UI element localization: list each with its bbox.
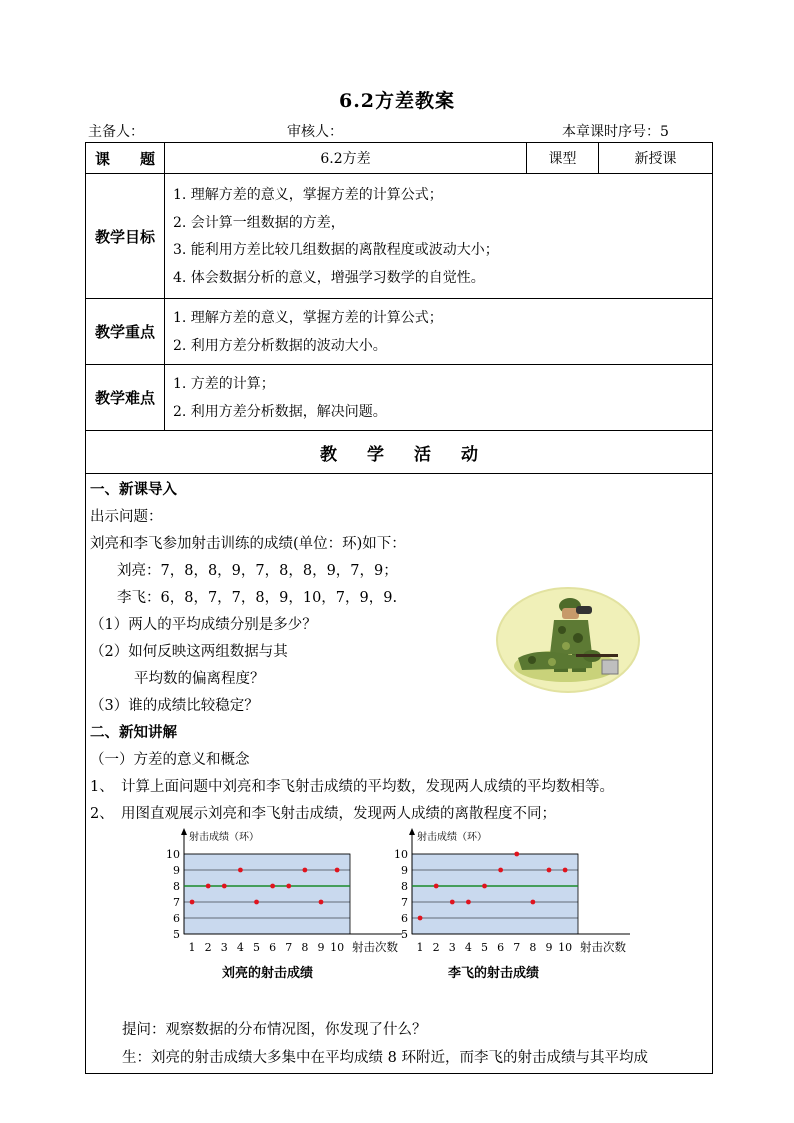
activity-banner: 教学活动 [86,431,713,474]
difficulty-item: 1. 方差的计算； [173,376,275,392]
y-tick-label: 7 [401,896,408,909]
activity-body-row [86,474,713,1074]
x-tick-label: 1 [416,941,424,954]
key-point-item: 1. 理解方差的意义，掌握方差的计算公式； [173,310,443,326]
chart-2-caption: 李飞的射击成绩 [448,966,540,981]
x-tick-label: 1 [188,941,196,954]
x-tick-label: 6 [269,941,277,954]
liuliang-scores: 刘亮：7，8，8，9，7，8，8，9，7，9； [117,563,398,579]
x-tick-label: 8 [529,941,537,954]
student-answer: 生：刘亮的射击成绩大多集中在平均成绩 8 环附近，而李飞的射击成绩与其平均成 [122,1050,648,1066]
difficulties-list [165,365,713,431]
y-axis-arrow [409,828,415,835]
x-tick-label: 5 [481,941,489,954]
data-point [466,900,471,905]
lesson-number-label: 本章课时序号：5 [562,124,669,140]
y-axis-label: 射击成绩（环） [417,832,487,843]
data-point [335,868,340,873]
goals-list [165,174,713,299]
data-point [254,900,259,905]
x-tick-label: 7 [513,941,521,954]
goal-item: 2. 会计算一组数据的方差， [173,214,345,231]
plot-area [184,854,350,934]
question-3: （3）谁的成绩比较稳定？ [90,698,259,714]
key-points-row [86,299,713,365]
data-point [563,868,568,873]
question-1: （1）两人的平均成绩分别是多少？ [90,617,317,633]
data-point [286,884,291,889]
key-points-label: 教学重点 [86,299,165,365]
x-tick-label: 4 [236,941,244,954]
y-tick-label: 8 [173,880,180,893]
activity-body [86,474,713,1074]
show-problem-text: 出示问题： [90,509,163,525]
data-point [206,884,211,889]
x-tick-label: 7 [285,941,293,954]
data-point [319,900,324,905]
data-point [514,852,519,857]
data-point [530,900,535,905]
data-point [450,900,455,905]
question-2b: 平均数的偏离程度？ [134,671,265,687]
data-point [222,884,227,889]
topic-label: 课 题 [86,143,165,174]
subsection-1-title: （一）方差的意义和概念 [90,752,250,768]
y-axis-label: 射击成绩（环） [189,832,259,843]
lesson-plan-table [85,142,713,1074]
x-tick-label: 3 [448,941,456,954]
lesson-type-value: 新授课 [599,143,713,174]
activity-banner-row [86,431,713,474]
y-tick-label: 9 [401,864,408,877]
lifei-scatter-chart [374,826,634,954]
lesson-type-label: 课型 [527,143,599,174]
data-point [238,868,243,873]
data-point [547,868,552,873]
y-tick-label: 10 [166,848,180,861]
x-tick-label: 10 [330,941,345,954]
step-2-text: 2、 用图直观展示刘亮和李飞射击成绩，发现两人成绩的离散程度不同； [90,806,556,822]
x-tick-label: 9 [545,941,553,954]
x-tick-label: 5 [253,941,261,954]
difficulties-label: 教学难点 [86,365,165,431]
reviewer-label: 审核人： [287,124,343,140]
x-tick-label: 6 [497,941,505,954]
y-tick-label: 6 [401,912,408,925]
x-axis-label: 射击次数 [580,940,626,954]
goal-item: 4. 体会数据分析的意义，增强学习数学的自觉性。 [173,269,485,286]
section-2-title: 二、新知讲解 [90,724,177,741]
question-prompt: 提问：观察数据的分布情况图，你发现了什么？ [122,1022,427,1038]
x-tick-label: 8 [301,941,309,954]
data-point [434,884,439,889]
goals-row [86,174,713,299]
topic-value: 6.2方差 [165,143,527,174]
problem-intro-text: 刘亮和李飞参加射击训练的成绩(单位：环)如下： [90,536,406,552]
x-tick-label: 9 [317,941,325,954]
x-tick-label: 2 [204,941,212,954]
liuliang-scatter-chart [146,826,406,954]
data-point [302,868,307,873]
difficulty-item: 2. 利用方差分析数据，解决问题。 [173,403,387,420]
y-tick-label: 5 [173,928,180,941]
key-points-list [165,299,713,365]
goal-item: 1. 理解方差的意义，掌握方差的计算公式； [173,187,443,203]
plot-area [412,854,578,934]
preparer-label: 主备人： [88,124,144,140]
data-point [190,900,195,905]
data-point [498,868,503,873]
data-point [482,884,487,889]
lifei-scores: 李飞：6，8，7，7，8，9，10，7，9，9. [117,590,398,606]
key-point-item: 2. 利用方差分析数据的波动大小。 [173,337,387,354]
soldier-illustration-icon [496,584,642,694]
x-tick-label: 10 [558,941,573,954]
y-tick-label: 8 [401,880,408,893]
data-point [418,916,423,921]
x-tick-label: 3 [220,941,228,954]
y-tick-label: 10 [394,848,408,861]
y-axis-arrow [181,828,187,835]
y-tick-label: 7 [173,896,180,909]
x-axis-label: 射击次数 [352,940,398,954]
goal-item: 3. 能利用方差比较几组数据的离散程度或波动大小； [173,242,499,258]
chart-1-caption: 刘亮的射击成绩 [222,966,314,981]
x-tick-label: 2 [432,941,440,954]
y-tick-label: 6 [173,912,180,925]
topic-row [86,143,713,174]
data-point [270,884,275,889]
section-1-title: 一、新课导入 [90,481,177,498]
y-tick-label: 9 [173,864,180,877]
difficulties-row [86,365,713,431]
step-1-text: 1、 计算上面问题中刘亮和李飞射击成绩的平均数，发现两人成绩的平均数相等。 [90,779,614,795]
question-2a: （2）如何反映这两组数据与其 [90,644,288,660]
x-tick-label: 4 [464,941,472,954]
y-tick-label: 5 [401,928,408,941]
document-title: 6.2方差教案 [338,90,456,112]
goals-label: 教学目标 [86,174,165,299]
